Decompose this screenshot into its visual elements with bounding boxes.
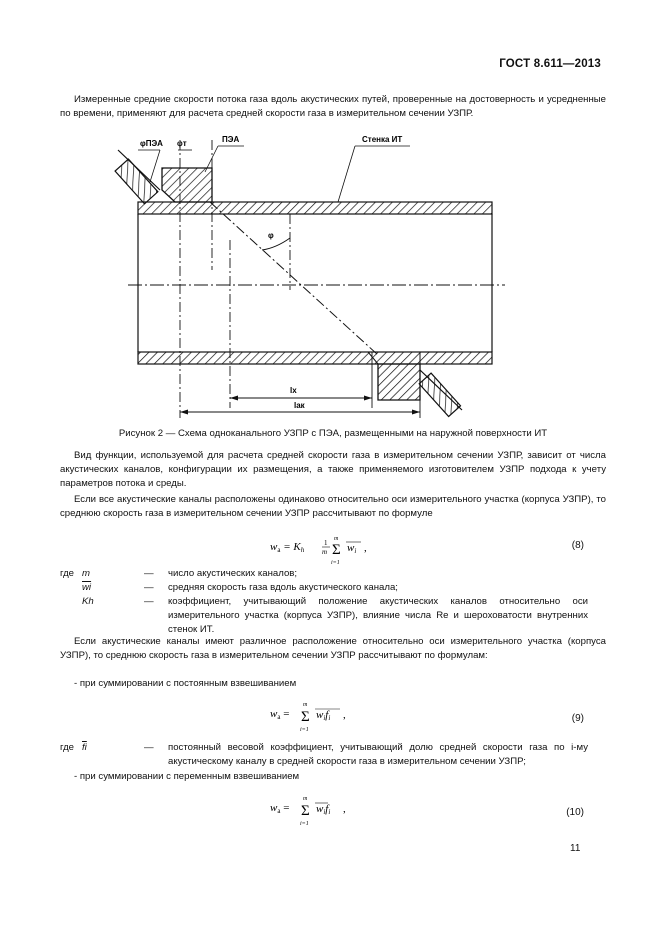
svg-text:wifi: wifi <box>316 709 331 722</box>
where-symbol-fi: $\overline{fi}$ <box>82 742 87 753</box>
formula-9 <box>60 695 606 735</box>
formula-10-number: (10) <box>566 807 584 818</box>
where-symbol-m: m <box>82 568 90 579</box>
figure-caption: Рисунок 2 — Схема одноканального УЗПР с ПЭА, размещенными на наружной поверхности ИТ <box>118 428 548 439</box>
where-symbol-kh: Kh <box>82 596 94 607</box>
label-pea: ПЭА <box>222 135 240 144</box>
paragraph-variable-weighting: - при суммировании с переменным взвешиванием <box>74 771 300 782</box>
svg-text:wа = Kh: wа = Kh <box>270 541 305 554</box>
svg-text:Σ: Σ <box>332 542 341 558</box>
svg-text:wi: wi <box>347 542 357 555</box>
figure-2-diagram <box>0 0 661 430</box>
paragraph-function: Вид функции, используемой для расчета средней скорости газа в измерительном сечении УЗПР, зависит от числа акустических каналов, конфигурации их размещения, а также применяемого изготовителем УЗПР подхода к учету параметров потока и среды. <box>60 450 606 490</box>
paragraph-same-channels: Если все акустические каналы расположены одинаково относительно оси измерительного участка (корпуса УЗПР), то среднюю скорость газа в измерительном сечении УЗПР рассчитывают по формуле <box>60 494 606 520</box>
svg-text:Σ: Σ <box>301 709 310 725</box>
label-phi: φ <box>268 231 274 240</box>
svg-text:,: , <box>343 803 346 815</box>
label-phi-t: φт <box>177 139 187 148</box>
svg-text:1: 1 <box>324 539 328 547</box>
label-lx: lx <box>290 386 297 395</box>
formula-8 <box>60 527 606 566</box>
formula-9-number: (9) <box>571 713 584 724</box>
transducer-block-bottom <box>378 364 420 400</box>
where-label-2: где <box>60 742 75 753</box>
svg-text:i=1: i=1 <box>331 560 340 566</box>
svg-text:i=1: i=1 <box>300 821 309 827</box>
where-block-1: где m — число акустических каналов; $\overline{wi}$ — средняя скорость газа вдоль акустического канала; Kh — коэффициент, учитывающий положение акустических каналов относительно оси измерительного участка (корпуса УЗПР), влияние числа Re и шероховатости внутренних стенок ИТ. <box>60 568 588 635</box>
intro-paragraph: Измеренные средние скорости потока газа вдоль акустических путей, проверенные на достоверность и усредненные по времени, применяют для расчета средней скорости газа в измерительном сечении УЗПР. <box>60 94 606 120</box>
formula-8-number: (8) <box>571 540 584 551</box>
where-text-wi: средняя скорость газа вдоль акустического канала; <box>168 582 398 593</box>
svg-text:m: m <box>303 796 308 802</box>
where-block-2: где $\overline{fi}$ — постоянный весовой коэффициент, учитывающий долю средней скорости газа по i-му акустическому каналу в средней скорости газа в измерительном сечении УЗПР; <box>60 742 588 767</box>
where-text-kh: коэффициент, учитывающий положение акустических каналов относительно оси измерительного участка (корпуса УЗПР), влияние числа Re и шероховатости внутренних стенок ИТ. <box>168 596 588 635</box>
where-text-fi: постоянный весовой коэффициент, учитывающий долю средней скорости газа по i-му акустическому каналу в средней скорости газа в измерительном сечении УЗПР; <box>168 742 588 767</box>
svg-text:wа =: wа = <box>270 708 290 721</box>
pipe-wall-top <box>138 202 492 214</box>
svg-text:m: m <box>303 702 308 708</box>
formula-9-expression <box>270 697 410 735</box>
svg-text:i=1: i=1 <box>300 727 309 733</box>
paragraph-constant-weighting: - при суммировании с постоянным взвешиванием <box>74 678 297 689</box>
formula-10 <box>60 789 606 829</box>
svg-text:Σ: Σ <box>301 803 310 819</box>
svg-text:wifi: wifi <box>316 803 331 816</box>
svg-text:m: m <box>334 536 339 542</box>
svg-text:wа =: wа = <box>270 802 290 815</box>
where-label: где <box>60 568 75 579</box>
where-symbol-wi: $\overline{wi}$ <box>82 582 92 593</box>
paragraph-different-channels: Если акустические каналы имеют различное расположение относительно оси измерительного участка (корпуса УЗПР), то среднюю скорость газа в измерительном сечении УЗПР рассчитывают по формулам: <box>60 636 606 662</box>
label-wall: Стенка ИТ <box>362 135 403 144</box>
where-text-m: число акустических каналов; <box>168 568 298 579</box>
formula-8-expression <box>270 533 430 567</box>
svg-text:,: , <box>343 709 346 721</box>
document-header: ГОСТ 8.611—2013 <box>499 58 601 70</box>
acoustic-path <box>210 202 378 355</box>
label-phi-pea: φПЭА <box>140 139 163 148</box>
pipe-wall-bottom <box>138 352 492 364</box>
svg-text:,: , <box>364 542 367 554</box>
transducer-bottom <box>419 373 460 416</box>
svg-text:m: m <box>322 548 328 556</box>
formula-10-expression <box>270 791 410 829</box>
transducer-block-top <box>162 168 212 202</box>
page-number: 11 <box>570 843 581 854</box>
label-lak: lак <box>294 401 305 410</box>
